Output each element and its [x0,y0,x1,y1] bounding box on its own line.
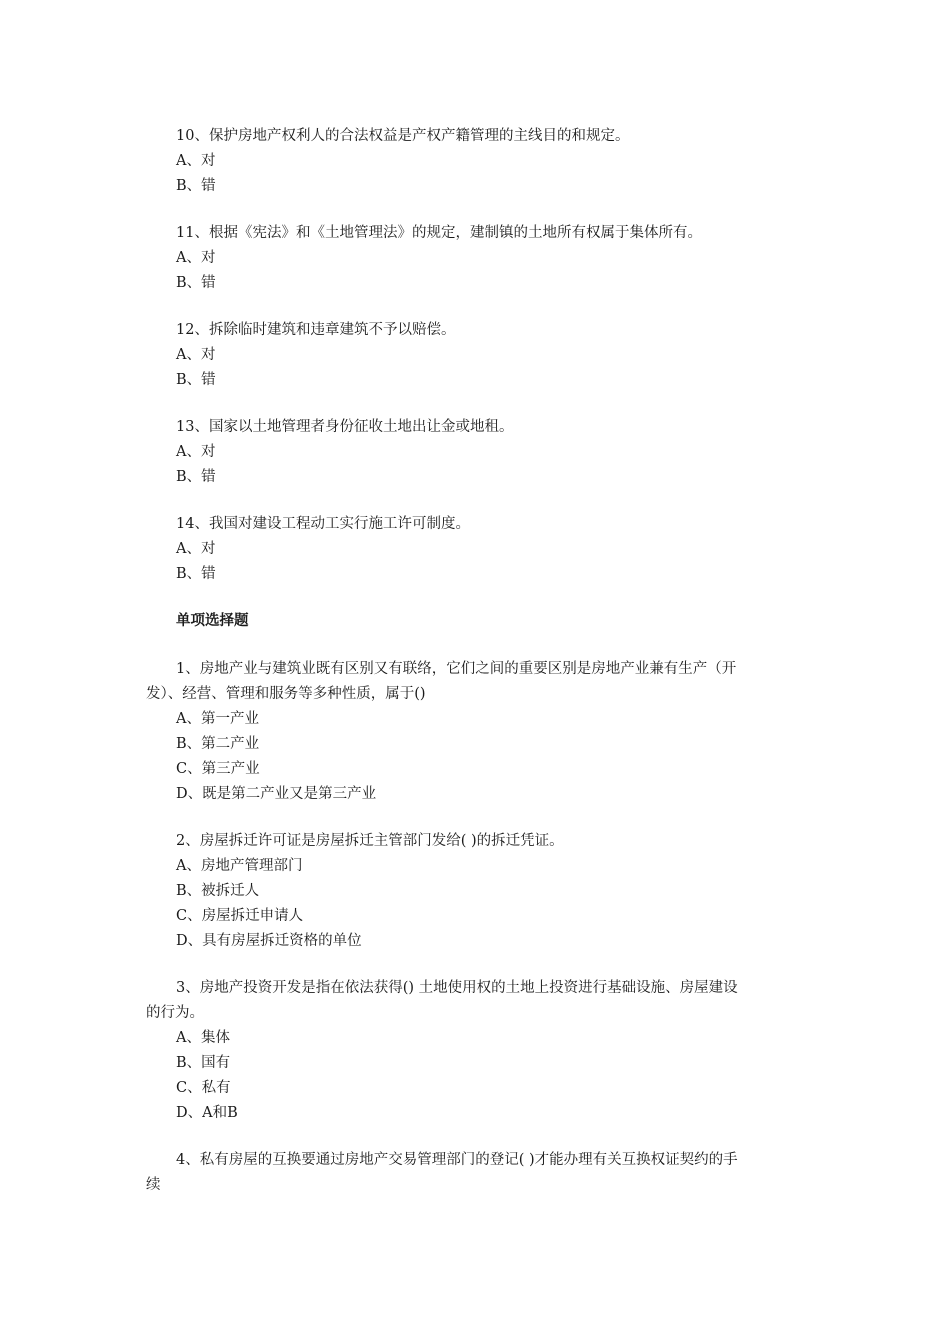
option-a: A、集体 [176,1030,230,1046]
option-a: A、对 [176,541,216,557]
option-b: B、被拆迁人 [176,883,260,899]
question-text: 2、房屋拆迁许可证是房屋拆迁主管部门发给( )的拆迁凭证。 [176,833,564,849]
question-text-continued: 续 [146,1177,161,1193]
option-b: B、错 [176,178,216,194]
question-text-continued: 的行为。 [146,1005,204,1021]
question-text: 12、拆除临时建筑和违章建筑不予以赔偿。 [176,322,456,338]
question-text: 4、私有房屋的互换要通过房地产交易管理部门的登记( )才能办理有关互换权证契约的手 [176,1152,738,1168]
question-text: 11、根据《宪法》和《土地管理法》的规定，建制镇的土地所有权属于集体所有。 [176,225,702,241]
option-b: B、错 [176,372,216,388]
option-a: A、对 [176,250,216,266]
option-b: B、第二产业 [176,736,260,752]
option-a: A、第一产业 [176,711,259,727]
option-d: D、既是第二产业又是第三产业 [176,786,377,802]
option-b: B、错 [176,469,216,485]
option-d: D、A和B [176,1105,238,1121]
option-b: B、国有 [176,1055,231,1071]
section-heading: 单项选择题 [176,613,249,629]
option-a: A、对 [176,153,216,169]
question-text: 1、房地产业与建筑业既有区别又有联络，它们之间的重要区别是房地产业兼有生产（开 [176,661,737,677]
question-text: 14、我国对建设工程动工实行施工许可制度。 [176,516,470,532]
option-c: C、私有 [176,1080,231,1096]
question-text: 3、房地产投资开发是指在依法获得() 土地使用权的土地上投资进行基础设施、房屋建设 [176,980,738,996]
option-b: B、错 [176,275,216,291]
option-b: B、错 [176,566,216,582]
option-a: A、对 [176,444,216,460]
option-c: C、第三产业 [176,761,260,777]
question-text-continued: 发）、经营、管理和服务等多种性质，属于() [146,686,426,702]
question-text: 10、保护房地产权利人的合法权益是产权产籍管理的主线目的和规定。 [176,128,630,144]
option-c: C、房屋拆迁申请人 [176,908,304,924]
option-a: A、房地产管理部门 [176,858,303,874]
option-a: A、对 [176,347,216,363]
option-d: D、具有房屋拆迁资格的单位 [176,933,362,949]
question-text: 13、国家以土地管理者身份征收土地出让金或地租。 [176,419,514,435]
